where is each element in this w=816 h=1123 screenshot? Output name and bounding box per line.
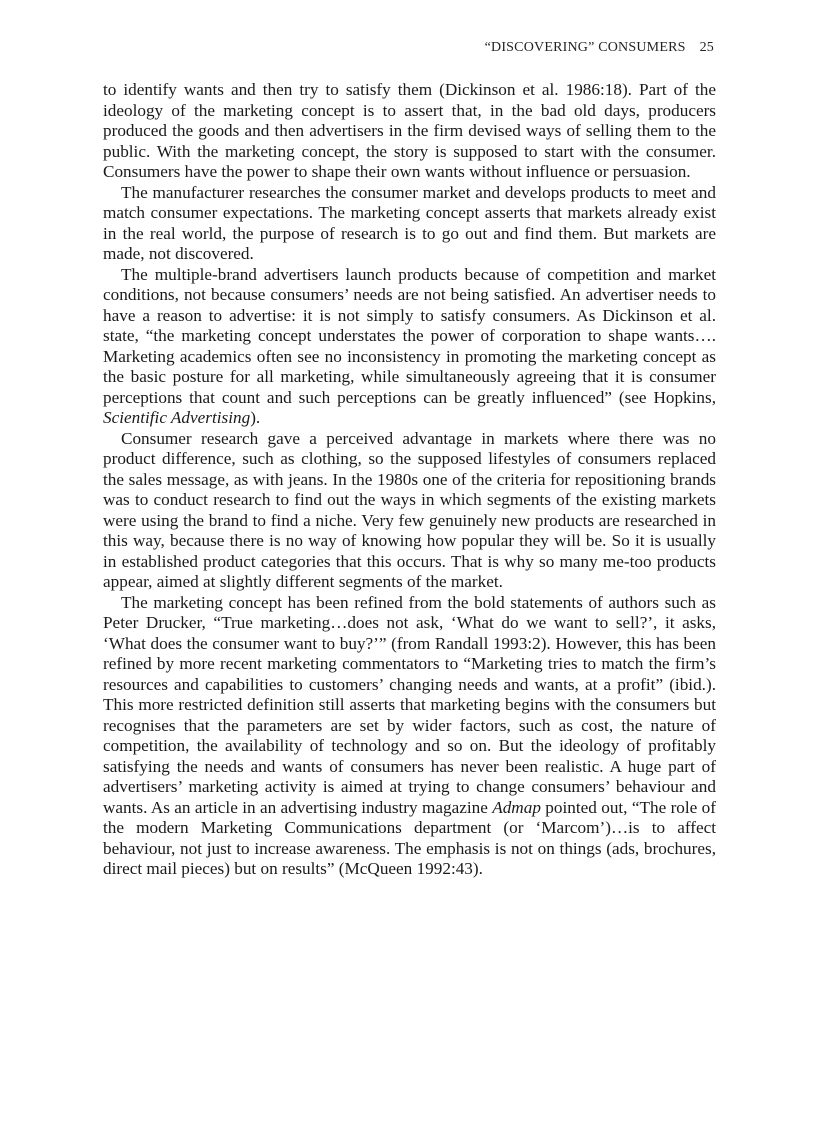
paragraph-text: pointed out, “The role of the modern Marketing Communications department (or ‘Marcom’)…is to affect behaviour, not just to increase awareness. The emphasis is not on things (ads, brochures, direct mail pieces) but on results” (McQueen 1992:43).	[103, 797, 716, 878]
paragraph	[103, 429, 716, 593]
paragraph	[103, 593, 716, 880]
paragraph-text: ).	[250, 408, 261, 427]
book-title-italic: Scientific Advertising	[103, 408, 251, 427]
paragraph	[103, 265, 716, 429]
paragraph-text: to identify wants and then try to satisfy them (Dickinson et al. 1986:18). Part of the ideology of the marketing concept is to assert that, in the bad old days, producers produced the goods and then advertisers in the firm devised ways of selling them to the public. With the marketing concept, the story is supposed to start with the consumer. Consumers have the power to shape their own wants without influence or persuasion.	[103, 80, 716, 181]
paragraph-text: Consumer research gave a perceived advantage in markets where there was no product difference, such as clothing, so the supposed lifestyles of consumers replaced the sales message, as with jeans. In the 1980s one of the criteria for repositioning brands was to conduct research to find out the ways in which segments of the existing markets were using the brand to find a niche. Very few genuinely new products are researched in this way, because there is no way of knowing how popular they will be. So it is usually in established product categories that this occurs. That is why so many me-too products appear, aimed at slightly different segments of the market.	[103, 428, 716, 591]
paragraph-text: The manufacturer researches the consumer market and develops products to meet and match consumer expectations. The marketing concept asserts that markets already exist in the real world, the purpose of research is to go out and find them. But markets are made, not discovered.	[103, 182, 716, 263]
page-number: 25	[699, 40, 714, 55]
running-title: “DISCOVERING” CONSUMERS	[484, 40, 686, 55]
body-text	[103, 80, 716, 880]
running-head	[485, 40, 714, 56]
paragraph-text: The marketing concept has been refined from the bold statements of authors such as Peter Drucker, “True marketing…does not ask, ‘What do we want to sell?’, it asks, ‘What does the consumer want to buy?’” (from Randall 1993:2). However, this has been refined by more recent marketing commentators to “Marketing tries to match the firm’s resources and capabilities to customers’ changing needs and wants, at a profit” (ibid.). This more restricted definition still asserts that marketing begins with the consumers but recognises that the parameters are set by wider factors, such as cost, the nature of competition, the availability of technology and so on. But the ideology of profitably satisfying the needs and wants of consumers has never been realistic. A huge part of advertisers’ marketing activity is aimed at trying to change consumers’ behaviour and wants. As an article in an advertising industry magazine	[103, 592, 716, 817]
magazine-title-italic: Admap	[492, 797, 541, 817]
paragraph	[103, 183, 716, 265]
paragraph-continued	[103, 80, 716, 183]
paragraph-text: The multiple-brand advertisers launch products because of competition and market conditions, not because consumers’ needs are not being satisfied. An advertiser needs to have a reason to advertise: it is not simply to satisfy consumers. As Dickinson et al. state, “the marketing concept understates the power of corporation to shape wants…. Marketing academics often see no inconsistency in promoting the marketing concept as the basic posture for all marketing, while simultaneously agreeing that it is consumer perceptions that count and such perceptions can be greatly influenced” (see Hopkins,	[103, 264, 716, 407]
